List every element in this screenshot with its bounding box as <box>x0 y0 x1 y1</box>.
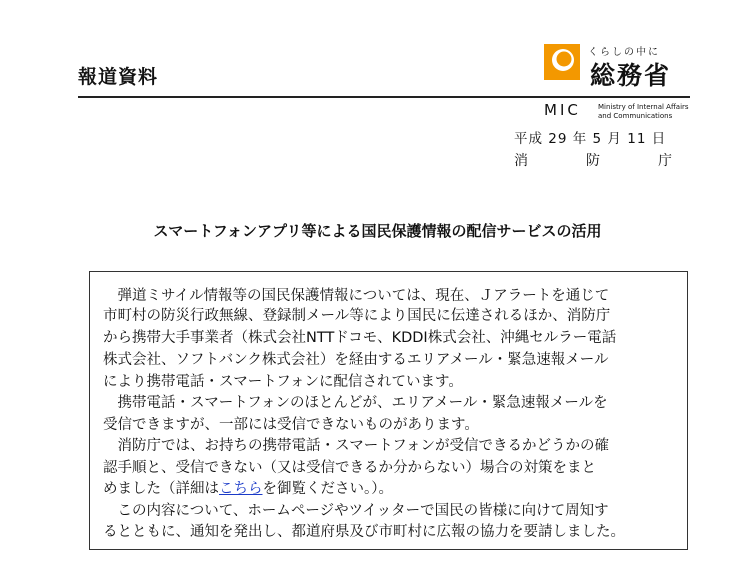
logo-tagline: くらしの中に <box>588 47 660 58</box>
body-line-6: 携帯電話・スマートフォンのほとんどが、エリアメール・緊急速報メールを <box>103 395 608 411</box>
ministry-logo-icon <box>544 44 580 80</box>
body-line-10-post: を御覧ください。）。 <box>262 481 393 497</box>
body-line-10 <box>103 479 393 499</box>
body-line-1: 弾道ミサイル情報等の国民保護情報については、現在、Ｊアラートを通じて <box>103 288 610 304</box>
agency-char-1: 消 <box>514 153 528 169</box>
details-link[interactable]: こちら <box>219 481 263 497</box>
body-line-2: 市町村の防災行政無線、登録制メール等により国民に伝達されるほか、消防庁 <box>103 308 611 324</box>
body-line-9: 認手順と、受信できない（又は受信できるか分からない）場合の対策をまと <box>103 460 596 476</box>
body-line-7: 受信できますが、一部には受信できないものがあります。 <box>103 417 479 433</box>
mic-full-line-1: Ministry of Internal Affairs <box>598 103 689 111</box>
body-line-10-pre: めました（詳細は <box>103 481 219 497</box>
press-release-label: 報道資料 <box>78 66 159 88</box>
document-title: スマートフォンアプリ等による国民保護情報の配信サービスの活用 <box>153 222 602 240</box>
body-line-8: 消防庁では、お持ちの携帯電話・スマートフォンが受信できるかどうかの確 <box>103 438 610 454</box>
agency-char-3: 庁 <box>658 153 672 169</box>
agency-name <box>514 150 672 170</box>
body-line-12: るとともに、通知を発出し、都道府県及び市町村に広報の協力を要請しました。 <box>103 524 625 540</box>
body-line-11: この内容について、ホームページやツイッターで国民の皆様に向けて周知す <box>103 503 609 519</box>
mic-full-name <box>598 103 689 121</box>
body-line-3: から携帯大手事業者（株式会社NTTドコモ、KDDI株式会社、沖縄セルラー電話 <box>103 330 617 346</box>
mic-full-line-2: and Communications <box>598 112 673 120</box>
header-divider <box>78 96 690 98</box>
body-line-4: 株式会社、ソフトバンク株式会社）を経由するエリアメール・緊急速報メール <box>103 352 609 368</box>
release-date: 平成 29 年 5 月 11 日 <box>514 131 667 147</box>
ministry-name: 総務省 <box>590 61 672 90</box>
mic-abbreviation: MIC <box>544 101 581 119</box>
agency-char-2: 防 <box>586 153 600 169</box>
body-line-5: により携帯電話・スマートフォンに配信されています。 <box>103 374 463 390</box>
